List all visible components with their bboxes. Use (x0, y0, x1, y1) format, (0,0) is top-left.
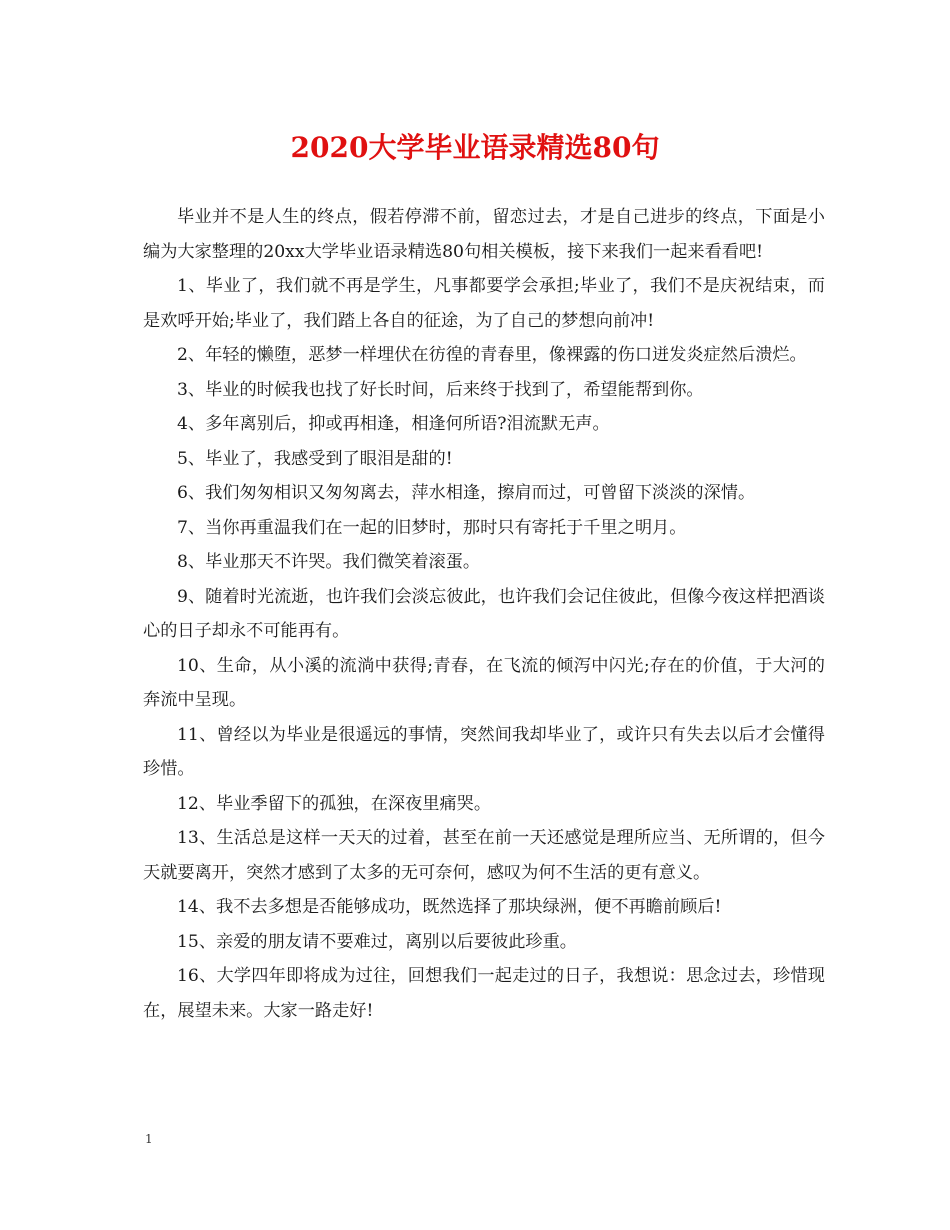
paragraph-intro: 毕业并不是人生的终点，假若停滞不前，留恋过去，才是自己进步的终点，下面是小编为大家整理的20xx大学毕业语录精选80句相关模板，接下来我们一起来看看吧! (143, 207, 825, 262)
quote-item-13: 13、生活总是这样一天天的过着，甚至在前一天还感觉是理所应当、无所谓的，但今天就要离开，突然才感到了太多的无可奈何，感叹为何不生活的更有意义。 (143, 828, 825, 883)
quote-item-6: 6、我们匆匆相识又匆匆离去，萍水相逢，擦肩而过，可曾留下淡淡的深情。 (177, 483, 756, 503)
quote-item-1: 1、毕业了，我们就不再是学生，凡事都要学会承担;毕业了，我们不是庆祝结束，而是欢呼开始;毕业了，我们踏上各自的征途，为了自己的梦想向前冲! (143, 276, 825, 331)
quote-item-11: 11、曾经以为毕业是很遥远的事情，突然间我却毕业了，或许只有失去以后才会懂得珍惜。 (143, 724, 825, 779)
quote-item-4: 4、多年离别后，抑或再相逢，相逢何所语?泪流默无声。 (177, 414, 610, 434)
quote-item-8: 8、毕业那天不许哭。我们微笑着滚蛋。 (177, 552, 481, 572)
quote-item-14: 14、我不去多想是否能够成功，既然选择了那块绿洲，便不再瞻前顾后! (177, 897, 722, 917)
quote-item-2: 2、年轻的懒堕，恶梦一样埋伏在彷徨的青春里，像裸露的伤口迸发炎症然后溃烂。 (177, 345, 807, 365)
quote-item-7: 7、当你再重温我们在一起的旧梦时，那时只有寄托于千里之明月。 (177, 517, 687, 538)
quote-item-9: 9、随着时光流逝，也许我们会淡忘彼此，也许我们会记住彼此，但像今夜这样把酒谈心的日子却永不可能再有。 (143, 586, 825, 641)
quote-item-15: 15、亲爱的朋友请不要难过，离别以后要彼此珍重。 (177, 931, 577, 952)
document-body (143, 200, 825, 1028)
page-number: 1 (145, 1132, 153, 1146)
quote-item-3: 3、毕业的时候我也找了好长时间，后来终于找到了，希望能帮到你。 (177, 379, 704, 400)
quote-item-16: 16、大学四年即将成为过往，回想我们一起走过的日子，我想说：思念过去，珍惜现在，展望未来。大家一路走好! (143, 966, 825, 1021)
quote-item-10: 10、生命，从小溪的流淌中获得;青春，在飞流的倾泻中闪光;存在的价值，于大河的奔流中呈现。 (143, 655, 825, 710)
quote-item-12: 12、毕业季留下的孤独，在深夜里痛哭。 (177, 793, 492, 814)
quote-item-5: 5、毕业了，我感受到了眼泪是甜的! (177, 448, 453, 469)
document-title: 2020大学毕业语录精选80句 (290, 131, 660, 164)
